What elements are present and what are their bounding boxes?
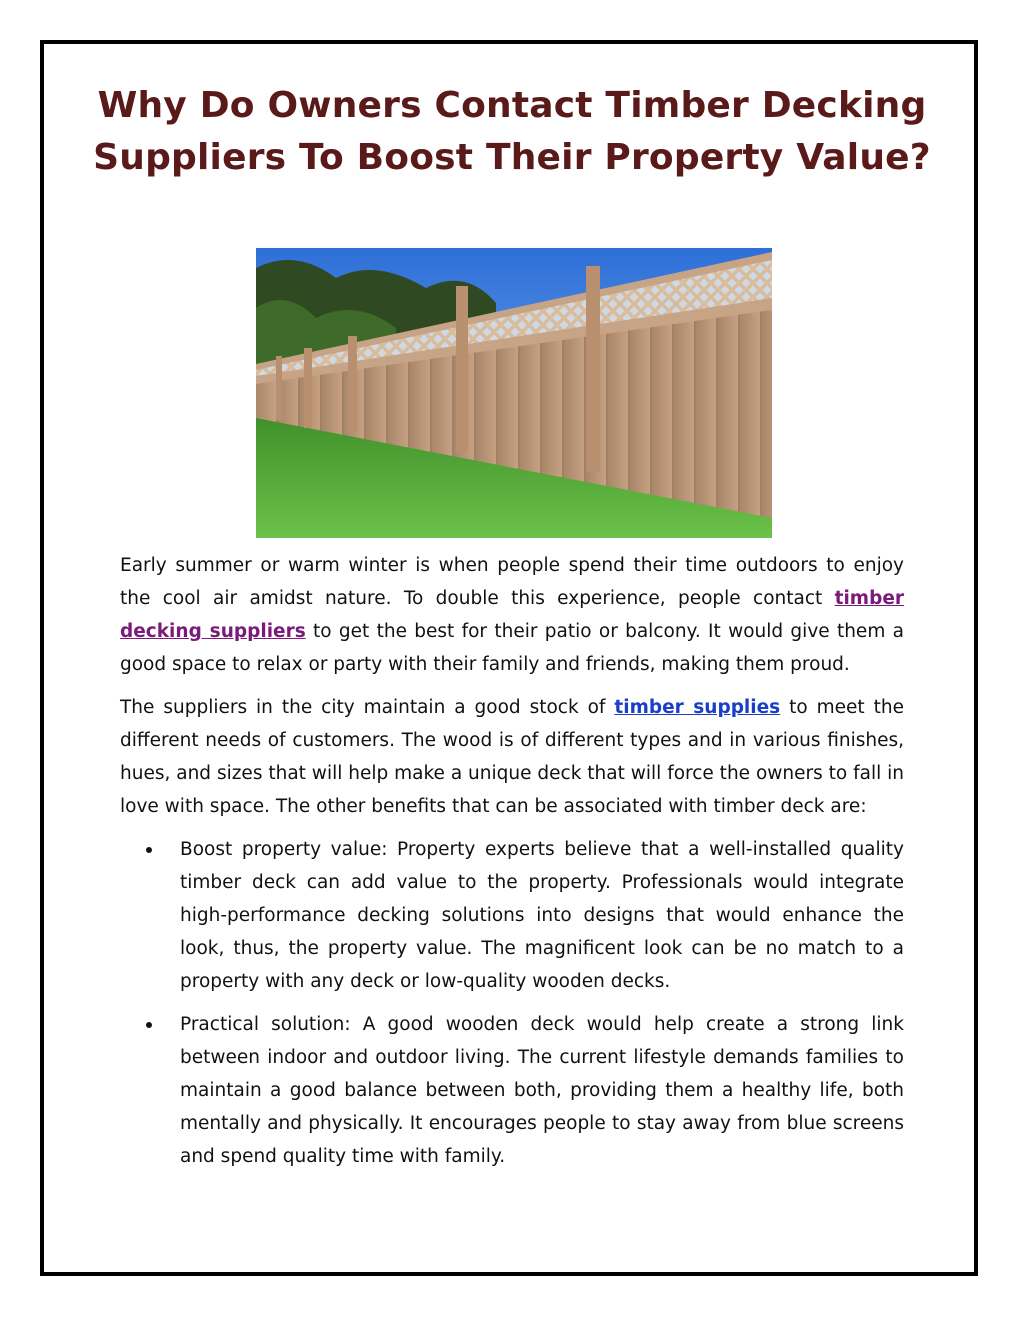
- bullet-icon: [146, 847, 152, 853]
- paragraph-2: [120, 691, 904, 823]
- timber-decking-suppliers-link[interactable]: timber decking suppliers: [120, 588, 904, 642]
- list-item: [120, 1008, 904, 1173]
- article-body: [120, 549, 904, 1183]
- bullet-icon: [146, 1022, 152, 1028]
- paragraph-1: [120, 549, 904, 681]
- paragraph-1-text-a: Early summer or warm winter is when people spend their time outdoors to enjoy the cool air amidst nature. To double this experience, people contact: [120, 555, 904, 609]
- list-item-text: Boost property value: Property experts believe that a well-installed quality timber deck can add value to the property. Professionals would integrate high-performance decking solutions into designs that would enhance the look, thus, the property value. The magnificent look can be no match to a property with any deck or low-quality wooden decks.: [180, 839, 904, 992]
- page-title: [60, 80, 964, 184]
- paragraph-2-text-a: The suppliers in the city maintain a good stock of: [120, 697, 615, 718]
- fence-photo-icon: [256, 248, 772, 538]
- title-line-1: Why Do Owners Contact Timber Decking: [97, 85, 927, 126]
- title-line-2: Suppliers To Boost Their Property Value?: [93, 137, 931, 178]
- timber-supplies-link[interactable]: timber supplies: [614, 697, 781, 718]
- paragraph-2-text-b: to meet the different needs of customers. The wood is of different types and in various finishes, hues, and sizes that will help make a unique deck that will force the owners to fall in love with space. The other benefits that can be associated with timber deck are:: [120, 697, 904, 817]
- fence-photo: [256, 248, 772, 538]
- paragraph-1-text-b: to get the best for their patio or balcony. It would give them a good space to relax or party with their family and friends, making them proud.: [120, 621, 904, 675]
- benefits-list: [120, 833, 904, 1173]
- list-item-text: Practical solution: A good wooden deck would help create a strong link between indoor and outdoor living. The current lifestyle demands families to maintain a good balance between both, providing them a healthy life, both mentally and physically. It encourages people to stay away from blue screens and spend quality time with family.: [180, 1014, 904, 1167]
- list-item: [120, 833, 904, 998]
